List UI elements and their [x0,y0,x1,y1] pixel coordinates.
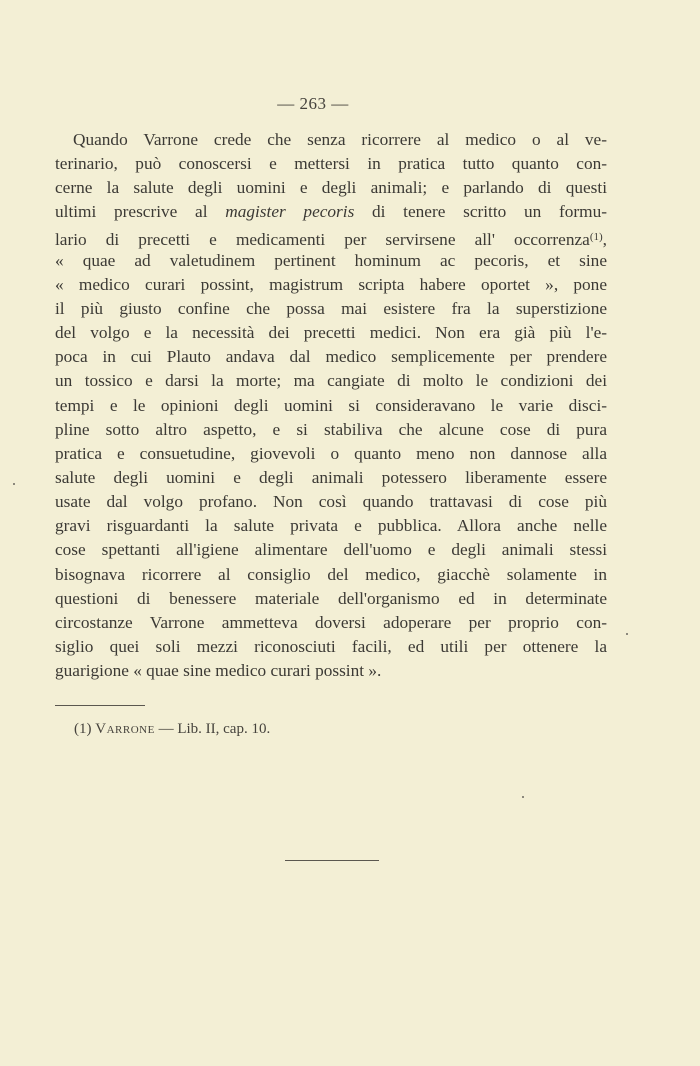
text-line [55,273,607,297]
text-line-content: pline sotto altro aspetto, e si stabiliva che alcune cose di pura [55,419,607,439]
text-line [55,466,607,490]
text-line [55,369,607,393]
text-line-content: guarigione « quae sine medico curari possint ». [55,661,382,681]
footnote-number: (1) [74,721,92,737]
text-line-content: tempi e le opinioni degli uomini si consideravano le varie disci- [55,395,607,415]
text-line-content: lario di precetti e medicamenti per servirsene all' occorrenza [55,229,590,249]
paper-speck [13,483,15,485]
text-line [55,297,607,321]
text-line [55,611,607,635]
text-line [55,321,607,345]
text-line [55,128,607,152]
text-line [55,514,607,538]
text-line-content: , [602,229,607,249]
text-line-content: « medico curari possint, magistrum scripta habere oportet », pone [55,274,607,294]
text-line-content: Quando Varrone crede che senza ricorrere al medico o al ve- [73,130,607,149]
text-line-content: gravi risguardanti la salute privata e pubblica. Allora anche nelle [55,516,607,536]
page-number: — 263 — [277,94,349,113]
text-line [55,418,607,442]
text-line-content: terinario, può conoscersi e mettersi in pratica tutto quanto con- [55,154,607,174]
text-line-content: questioni di benessere materiale dell'organismo ed in determinate [55,588,607,608]
text-line [55,394,607,418]
text-line [55,345,607,369]
text-line-content: un tossico e darsi la morte; ma cangiate di molto le condizioni dei [55,371,607,391]
text-line-content: siglio quei soli mezzi riconosciuti facili, ed utili per ottenere la [55,636,607,656]
text-line-content: ultimi prescrive al [55,202,226,222]
paper-speck [522,796,524,798]
text-line-content: circostanze Varrone ammetteva doversi adoperare per proprio con- [55,612,607,632]
text-line-content: il più giusto confine che possa mai esistere fra la superstizione [55,298,607,318]
text-line [55,176,607,200]
paper-speck [626,633,628,635]
text-line [55,659,607,683]
text-line-content: del volgo e la necessità dei precetti medici. Non era già più l'e- [55,323,607,343]
text-line-content: di tenere scritto un formu- [354,202,607,222]
text-line [55,490,607,514]
text-line [55,442,607,466]
text-line-content: cerne la salute degli uomini e degli animali; e parlando di questi [55,178,607,198]
text-line-content: bisognava ricorrere al consiglio del medico, giacchè solamente in [55,564,607,584]
text-line-content: salute degli uomini e degli animali potessero liberamente essere [55,467,607,487]
text-line-content: poca in cui Plauto andava dal medico semplicemente per prendere [55,347,607,367]
text-line-content: « quae ad valetudinem pertinent hominum ac pecoris, et sine [55,250,607,270]
text-line [55,200,607,224]
text-line [55,563,607,587]
end-rule [285,860,379,861]
footnote-marker: (1) [589,230,603,243]
text-line [55,225,607,249]
italic-phrase: magister pecoris [225,202,355,222]
text-line [55,635,607,659]
text-line [55,152,607,176]
text-line-content: usate dal volgo profano. Non così quando trattavasi di cose più [55,492,607,512]
text-line [55,587,607,611]
body-paragraph [55,128,607,683]
footnote-author: Varrone [95,721,155,737]
text-line [55,249,607,273]
text-line [55,538,607,562]
footnote-separator [55,705,145,706]
text-line-content: cose spettanti all'igiene alimentare dell'uomo e degli animali stessi [55,540,607,560]
text-line-content: pratica e consuetudine, giovevoli o quanto meno non dannose alla [55,443,607,463]
footnote-reference: — Lib. II, cap. 10. [158,721,271,737]
footnote [74,721,270,738]
